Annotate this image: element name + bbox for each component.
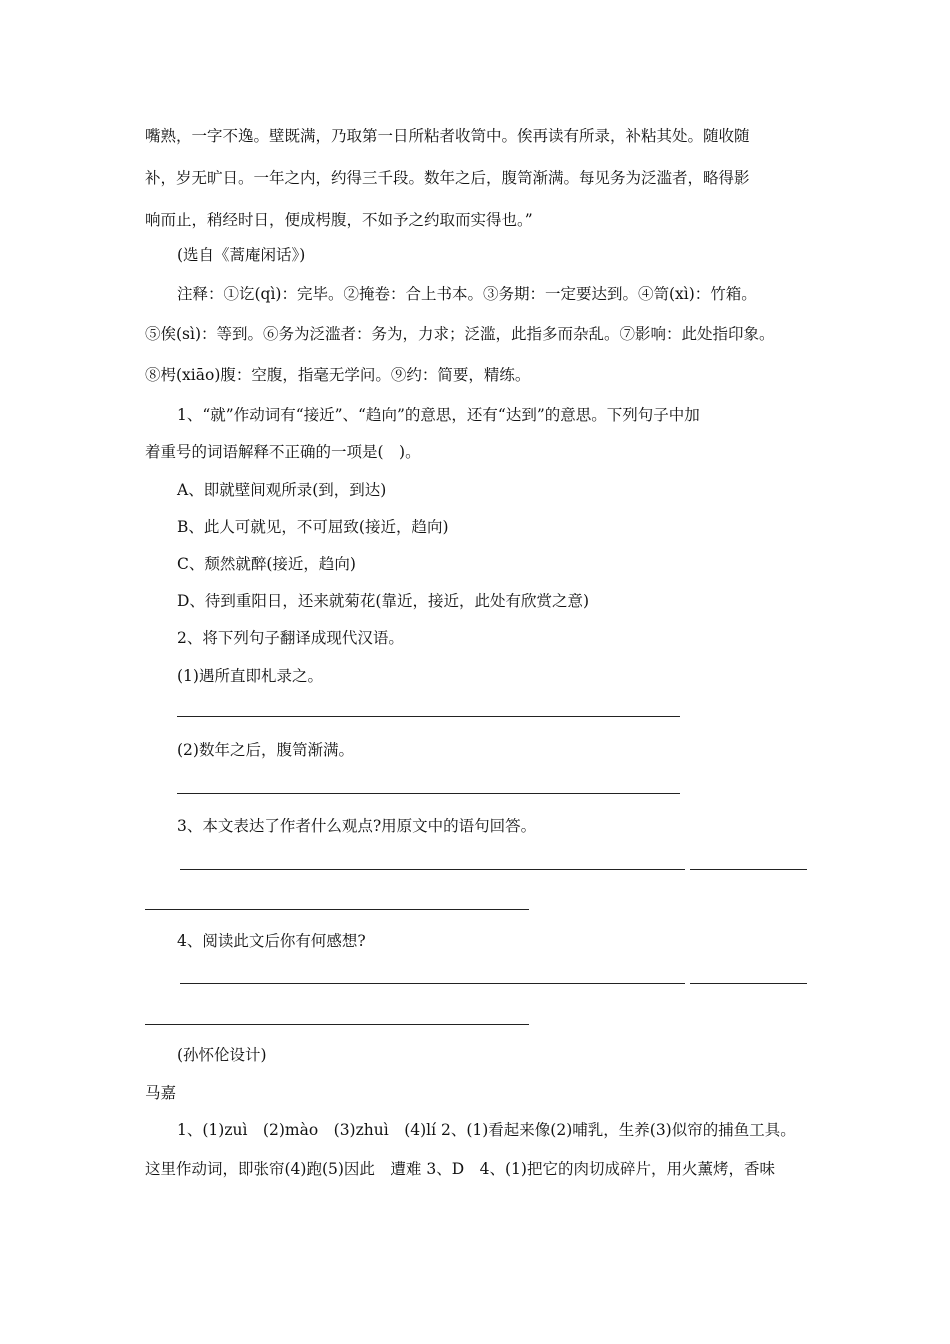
answer-line [177, 716, 680, 717]
question-1-option-a: A、即就壁间观所录(到，到达) [177, 481, 387, 499]
notes-line-2: ⑤俟(sì)：等到。⑥务为泛滥者：务为，力求；泛滥，此指多而杂乱。⑦影响：此处指印象。 [145, 325, 775, 343]
question-2-prompt: 2、将下列句子翻译成现代汉语。 [177, 629, 404, 647]
question-2-item-1: (1)遇所直即札录之。 [177, 667, 323, 685]
question-1-option-b: B、此人可就见，不可屈致(接近，趋向) [177, 518, 449, 536]
answers-heading: 马嘉 [145, 1084, 177, 1102]
source-citation: (选自《蒿庵闲话》) [177, 246, 306, 264]
question-2-item-2: (2)数年之后，腹笥渐满。 [177, 741, 354, 759]
question-4-prompt: 4、阅读此文后你有何感想? [177, 932, 366, 950]
answer-line [180, 983, 685, 984]
answer-line [177, 793, 680, 794]
question-1-option-d: D、待到重阳日，还来就菊花(靠近，接近，此处有欣赏之意) [177, 592, 590, 610]
passage-line-1: 嘴熟，一字不逸。壁既满，乃取第一日所粘者收笥中。俟再读有所录，补粘其处。随收随 [145, 127, 750, 145]
answer-line [145, 909, 529, 910]
question-1-option-c: C、颓然就醉(接近，趋向) [177, 555, 356, 573]
notes-line-3: ⑧枵(xiāo)腹：空腹，指毫无学问。⑨约：简要，精练。 [145, 366, 531, 384]
answer-line [180, 869, 685, 870]
question-3-prompt: 3、本文表达了作者什么观点?用原文中的语句回答。 [177, 817, 537, 835]
question-1-line-2: 着重号的词语解释不正确的一项是( )。 [145, 443, 421, 461]
notes-line-1: 注释：①讫(qì)：完毕。②掩卷：合上书本。③务期：一定要达到。④笥(xì)：竹箱。 [177, 285, 757, 303]
passage-line-3: 响而止，稍经时日，便成枵腹，不如予之约取而实得也。” [145, 211, 533, 229]
answers-line-2: 这里作动词，即张帘(4)跑(5)因此 遭难 3、D 4、(1)把它的肉切成碎片，用火薰烤，香味 [145, 1160, 775, 1178]
question-1-line-1: 1、“就”作动词有“接近”、“趋向”的意思，还有“达到”的意思。下列句子中加 [177, 406, 700, 424]
answer-line [145, 1024, 529, 1025]
answer-line [690, 983, 807, 984]
answer-line [690, 869, 807, 870]
answers-line-1: 1、(1)zuì (2)mào (3)zhuì (4)lí 2、(1)看起来像(2)哺乳，生养(3)似帘的捕鱼工具。 [177, 1121, 796, 1139]
designer-credit: (孙怀伦设计) [177, 1046, 267, 1064]
passage-line-2: 补，岁无旷日。一年之内，约得三千段。数年之后，腹笥渐满。每见务为泛滥者，略得影 [145, 169, 750, 187]
